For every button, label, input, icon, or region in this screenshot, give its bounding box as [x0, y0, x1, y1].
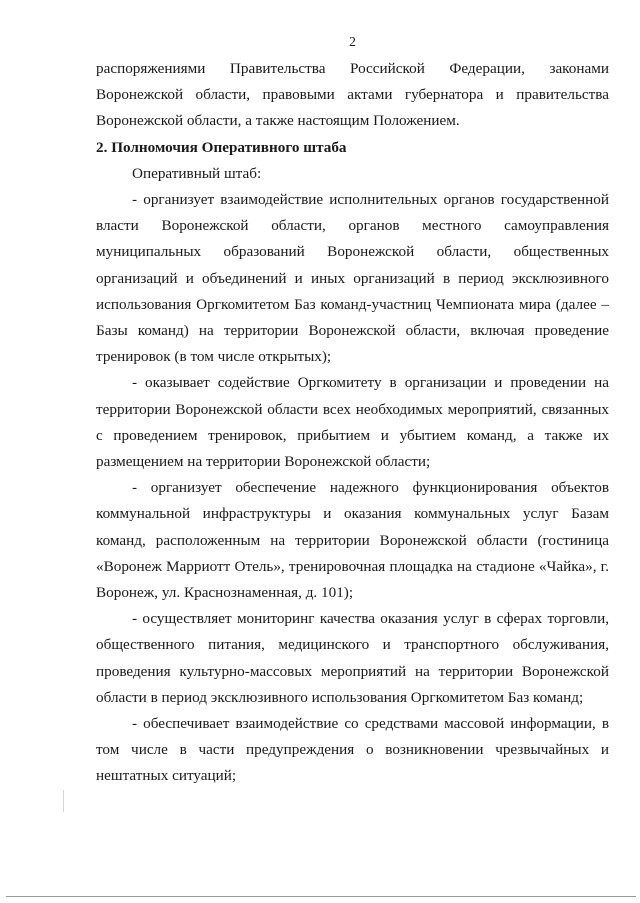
- page-bottom-edge: [6, 896, 636, 897]
- section-lead: Оперативный штаб:: [132, 164, 262, 182]
- section-heading: 2. Полномочия Оперативного штаба: [96, 138, 347, 156]
- list-item: - осуществляет мониторинг качества оказания услуг в сферах торговли, общественного питания, медицинского и транспортного обслуживания, проведения культурно-массовых мероприятий на территории Воронежской области в период эксклюзивного использования Оргкомитетом Баз команд;: [96, 610, 609, 706]
- list-item: - организует обеспечение надежного функционирования объектов коммунальной инфраструктуры и оказания коммунальных услуг Базам команд, расположенным на территории Воронежской области (гостиница «Воронеж Марриотт Отель», тренировочная площадка на стадионе «Чайка», г. Воронеж, ул. Краснознаменная, д. 101);: [96, 479, 609, 602]
- list-item: - организует взаимодействие исполнительных органов государственной власти Воронежской области, органов местного самоуправления муниципальных образований Воронежской области, общественных организаций и объединений и иных организаций в период эксклюзивного использования Оргкомитетом Баз команд-участниц Чемпионата мира (далее – Базы команд) на территории Воронежской области, включая проведение тренировок (в том числе открытых);: [96, 191, 609, 366]
- list-item: - обеспечивает взаимодействие со средствами массовой информации, в том числе в части предупреждения о возникновении чрезвычайных и нештатных ситуаций;: [96, 715, 609, 785]
- page-number: 2: [349, 34, 356, 49]
- intro-paragraph: распоряжениями Правительства Российской Федерации, законами Воронежской области, правовыми актами губернатора и правительства Воронежской области, а также настоящим Положением.: [96, 60, 609, 130]
- document-body: [96, 56, 609, 790]
- list-item: - оказывает содействие Оргкомитету в организации и проведении на территории Воронежской области всех необходимых мероприятий, связанных с проведением тренировок, прибытием и убытием команд, а также их размещением на территории Воронежской области;: [96, 374, 609, 471]
- scan-artifact: [63, 790, 64, 812]
